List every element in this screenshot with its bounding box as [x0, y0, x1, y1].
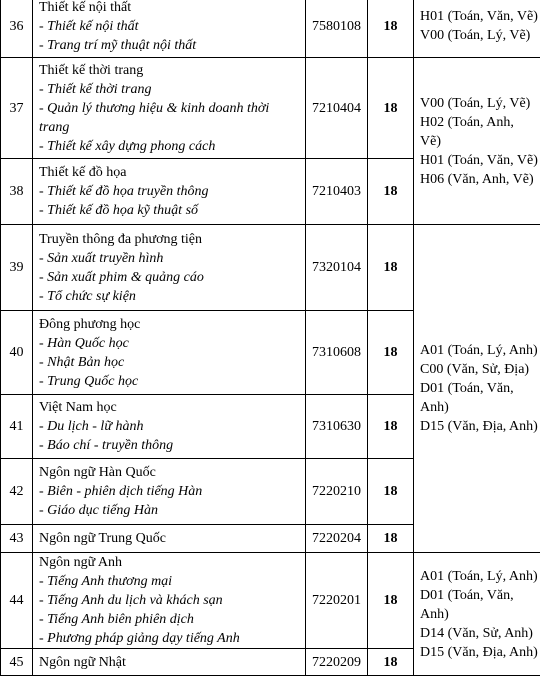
admission-target: 18: [368, 159, 414, 225]
admission-target: 18: [368, 553, 414, 649]
major-code: 7310630: [306, 395, 368, 459]
admission-target: 18: [368, 525, 414, 553]
major-title: Ngôn ngữ Nhật: [39, 654, 126, 670]
major-code: 7580108: [306, 0, 368, 58]
specialization: - Quản lý thương hiệu & kinh doanh thời trang: [39, 100, 270, 135]
combination-line: A01 (Toán, Lý, Anh): [420, 343, 538, 358]
major-cell: [33, 225, 306, 311]
major-title: Việt Nam học: [39, 400, 117, 415]
row-number: 38: [1, 159, 33, 225]
specialization: - Tiếng Anh thương mại: [39, 574, 173, 589]
row-number: 36: [1, 0, 33, 58]
combination-line: H01 (Toán, Văn, Vẽ): [420, 152, 538, 168]
major-title: Thiết kế nội thất: [39, 0, 132, 15]
major-cell: [33, 395, 306, 459]
combination-line: V00 (Toán, Lý, Vẽ): [420, 95, 531, 111]
combination-line: H01 (Toán, Văn, Vẽ): [420, 9, 538, 24]
table-row: [1, 225, 540, 311]
major-cell: [33, 311, 306, 395]
major-title: Đông phương học: [39, 316, 141, 332]
specialization: - Thiết kế xây dựng phong cách: [39, 138, 216, 154]
combination-line: Vẽ): [420, 133, 441, 149]
table-row: [1, 553, 540, 649]
specialization: - Thiết kế thời trang: [39, 81, 152, 97]
major-code: 7220210: [306, 459, 368, 525]
combination-line: D14 (Văn, Sử, Anh): [420, 625, 533, 641]
combination-line: Anh): [420, 606, 449, 622]
table-row: [1, 0, 540, 58]
combination-line: A01 (Toán, Lý, Anh): [420, 568, 538, 584]
specialization: - Tiếng Anh du lịch và khách sạn: [39, 593, 223, 608]
major-cell: [33, 459, 306, 525]
major-title: Truyền thông đa phương tiện: [39, 231, 203, 247]
row-number: 43: [1, 525, 33, 553]
specialization: - Hàn Quốc học: [39, 335, 129, 351]
row-number: 39: [1, 225, 33, 311]
admission-target: 18: [368, 395, 414, 459]
combination-line: H02 (Toán, Anh,: [420, 114, 514, 130]
specialization: - Sản xuất truyền hình: [39, 250, 164, 266]
major-code: 7220204: [306, 525, 368, 553]
combination-line: C00 (Văn, Sử, Địa): [420, 362, 530, 377]
major-cell: [33, 553, 306, 649]
specialization: - Nhật Bản học: [39, 354, 125, 370]
specialization: - Báo chí - truyền thông: [39, 438, 174, 453]
admission-target: 18: [368, 649, 414, 676]
major-cell: [33, 159, 306, 225]
combination-line: D15 (Văn, Địa, Anh): [420, 644, 538, 660]
major-code: 7320104: [306, 225, 368, 311]
specialization: - Biên - phiên dịch tiếng Hàn: [39, 484, 203, 499]
specialization: - Giáo dục tiếng Hàn: [39, 503, 158, 518]
subject-combinations: [414, 0, 540, 58]
major-title: Ngôn ngữ Anh: [39, 555, 123, 570]
major-title: Ngôn ngữ Trung Quốc: [39, 531, 166, 546]
combination-line: D01 (Toán, Văn,: [420, 587, 514, 603]
row-number: 45: [1, 649, 33, 676]
major-code: 7220209: [306, 649, 368, 676]
subject-combinations: [414, 553, 540, 676]
admission-target: 18: [368, 0, 414, 58]
specialization: - Phương pháp giảng dạy tiếng Anh: [39, 631, 240, 646]
major-title: Thiết kế thời trang: [39, 62, 144, 78]
row-number: 42: [1, 459, 33, 525]
major-code: 7210403: [306, 159, 368, 225]
major-code: 7310608: [306, 311, 368, 395]
major-cell: [33, 58, 306, 159]
specialization: - Trung Quốc học: [39, 373, 139, 389]
admission-table-body: [1, 0, 540, 676]
specialization: - Thiết kế đồ họa truyền thông: [39, 184, 209, 199]
major-title: Thiết kế đồ họa: [39, 165, 127, 180]
admission-target: 18: [368, 225, 414, 311]
admission-target: 18: [368, 58, 414, 159]
combination-line: H06 (Văn, Anh, Vẽ): [420, 171, 534, 187]
table-row: [1, 58, 540, 159]
specialization: - Du lịch - lữ hành: [39, 419, 144, 434]
row-number: 41: [1, 395, 33, 459]
row-number: 44: [1, 553, 33, 649]
major-code: 7220201: [306, 553, 368, 649]
specialization: - Thiết kế nội thất: [39, 18, 139, 34]
major-cell: [33, 0, 306, 58]
specialization: - Tổ chức sự kiện: [39, 288, 136, 304]
admission-target: 18: [368, 311, 414, 395]
combination-line: V00 (Toán, Lý, Vẽ): [420, 28, 531, 43]
combination-line: Anh): [420, 400, 449, 415]
specialization: - Thiết kế đồ họa kỹ thuật số: [39, 203, 199, 218]
combination-line: D01 (Toán, Văn,: [420, 381, 514, 396]
major-cell: [33, 649, 306, 676]
admission-target: 18: [368, 459, 414, 525]
specialization: - Trang trí mỹ thuật nội thất: [39, 37, 197, 53]
major-cell: [33, 525, 306, 553]
major-title: Ngôn ngữ Hàn Quốc: [39, 465, 156, 480]
combination-line: D15 (Văn, Địa, Anh): [420, 419, 538, 434]
row-number: 37: [1, 58, 33, 159]
subject-combinations: [414, 225, 540, 553]
specialization: - Tiếng Anh biên phiên dịch: [39, 612, 194, 627]
major-code: 7210404: [306, 58, 368, 159]
row-number: 40: [1, 311, 33, 395]
subject-combinations: [414, 58, 540, 225]
specialization: - Sản xuất phim & quảng cáo: [39, 269, 204, 285]
